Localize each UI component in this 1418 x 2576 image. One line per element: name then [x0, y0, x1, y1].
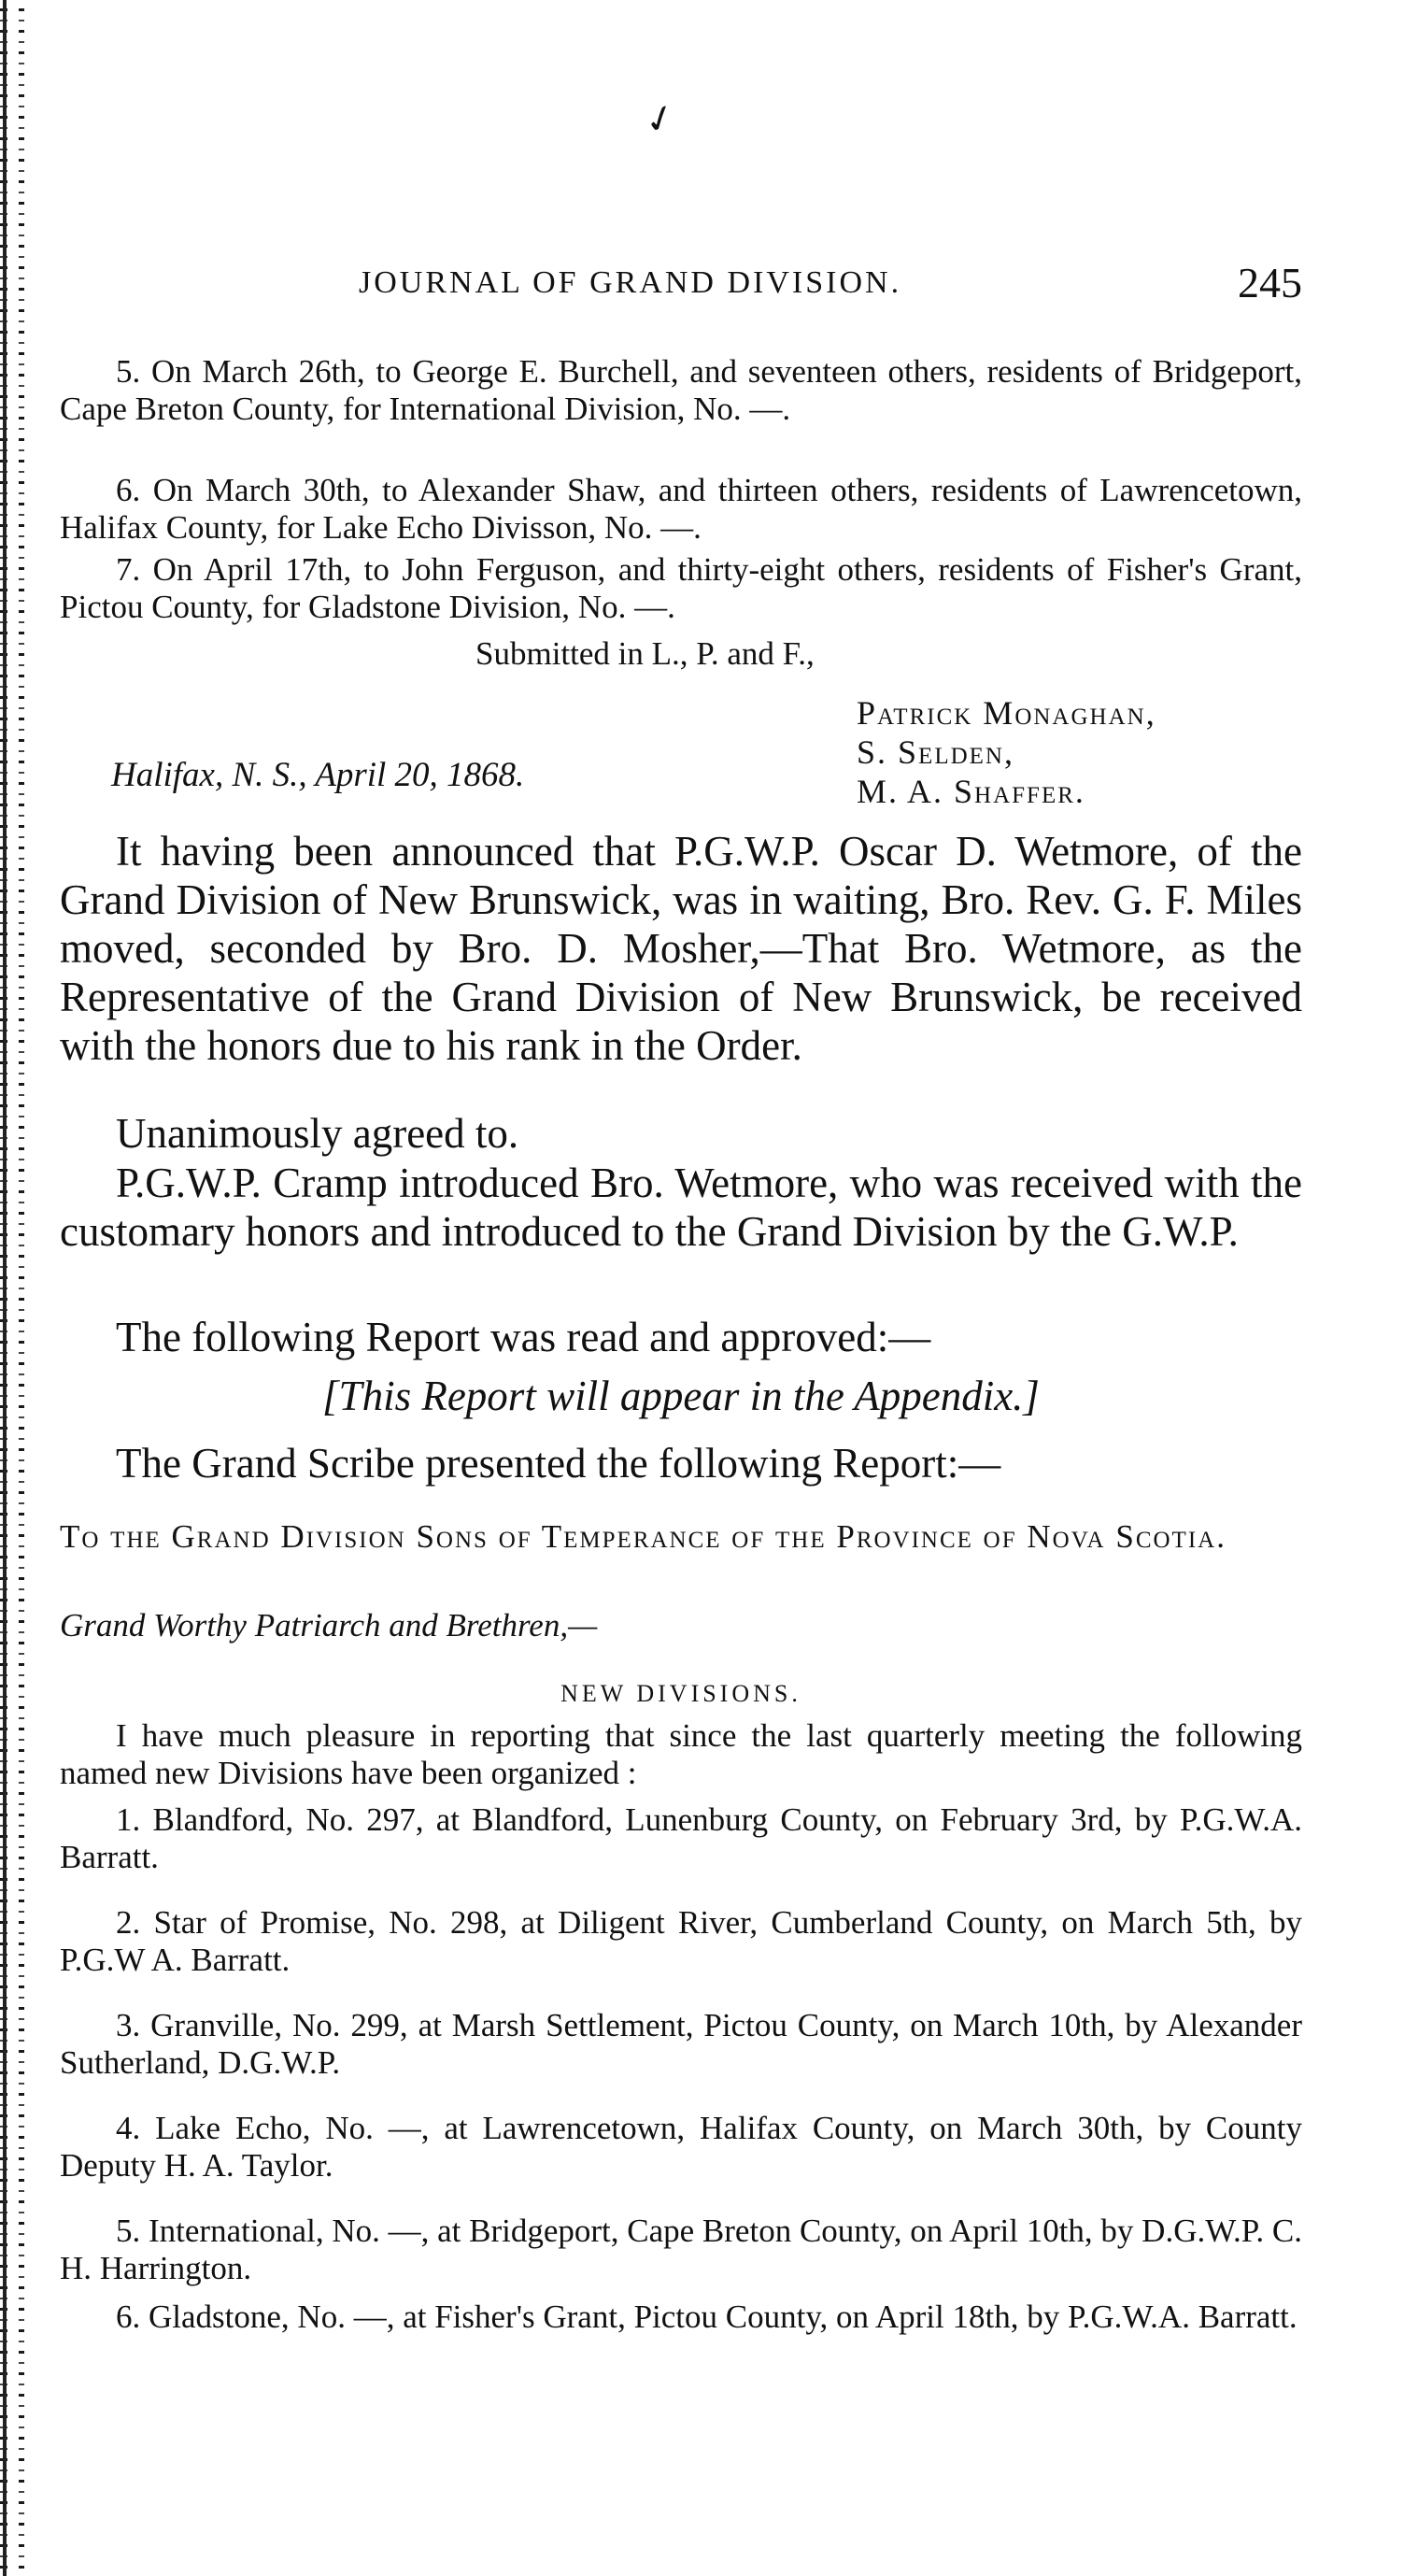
salutation: Grand Worthy Patriarch and Brethren,—	[60, 1607, 598, 1644]
appendix-note: [This Report will appear in the Appendix.]	[322, 1373, 1040, 1419]
division-item: 1. Blandford, No. 297, at Blandford, Lunenburg County, on February 3rd, by P.G.W.A. Barratt.	[60, 1801, 1302, 1875]
page-number: 245	[1238, 259, 1302, 306]
binding-edge	[0, 0, 54, 2576]
body-paragraph: P.G.W.P. Cramp introduced Bro. Wetmore, who was received with the customary honors and introduced to the Grand Division by the G.W.P.	[60, 1160, 1302, 1255]
body-paragraph: It having been announced that P.G.W.P. Oscar D. Wetmore, of the Grand Division of New Brunswick, was in waiting, Bro. Rev. G. F. Miles moved, seconded by Bro. D. Mosher,—That Bro. Wetmore, as the Representative of the Grand Division of New Brunswick, be received with the honors due to his rank in the Order.	[60, 828, 1302, 1069]
section-heading: NEW DIVISIONS.	[560, 1680, 801, 1707]
dateline: Halifax, N. S., April 20, 1868.	[111, 756, 525, 794]
report-address: To the Grand Division Sons of Temperance of the Province of Nova Scotia.	[60, 1518, 1227, 1555]
signatory: Patrick Monaghan,	[857, 694, 1156, 732]
signatories	[857, 693, 1156, 811]
body-paragraph: The following Report was read and approved:—	[116, 1314, 931, 1360]
pencil-mark: ✓	[638, 93, 682, 145]
charter-item: 5. On March 26th, to George E. Burchell, and seventeen others, residents of Bridgeport, Cape Breton County, for International Division, No. —.	[60, 353, 1302, 427]
charter-item: 7. On April 17th, to John Ferguson, and thirty-eight others, residents of Fisher's Grant, Pictou County, for Gladstone Division, No. —.	[60, 551, 1302, 625]
body-paragraph: Unanimously agreed to.	[116, 1110, 519, 1157]
running-title: JOURNAL OF GRAND DIVISION.	[359, 265, 902, 300]
running-head	[60, 259, 1302, 321]
intro-paragraph: I have much pleasure in reporting that since the last quarterly meeting the following named new Divisions have been organized :	[60, 1717, 1302, 1791]
signatory: S. Selden,	[857, 733, 1014, 771]
division-item: 4. Lake Echo, No. —, at Lawrencetown, Halifax County, on March 30th, by County Deputy H. A. Taylor.	[60, 2110, 1302, 2184]
charter-item: 6. On March 30th, to Alexander Shaw, and thirteen others, residents of Lawrencetown, Halifax County, for Lake Echo Divisson, No. —.	[60, 472, 1302, 546]
signatory: M. A. Shaffer.	[857, 773, 1085, 810]
division-item: 6. Gladstone, No. —, at Fisher's Grant, Pictou County, on April 18th, by P.G.W.A. Barratt.	[116, 2298, 1297, 2335]
binding-line	[3, 0, 7, 2576]
division-item: 5. International, No. —, at Bridgeport, Cape Breton County, on April 10th, by D.G.W.P. C. H. Harrington.	[60, 2213, 1302, 2286]
body-paragraph: The Grand Scribe presented the following Report:—	[116, 1440, 1001, 1487]
division-item: 3. Granville, No. 299, at Marsh Settlement, Pictou County, on March 10th, by Alexander Sutherland, D.G.W.P.	[60, 2007, 1302, 2081]
submitted-line: Submitted in L., P. and F.,	[475, 635, 815, 672]
division-item: 2. Star of Promise, No. 298, at Diligent River, Cumberland County, on March 5th, by P.G.W A. Barratt.	[60, 1904, 1302, 1978]
